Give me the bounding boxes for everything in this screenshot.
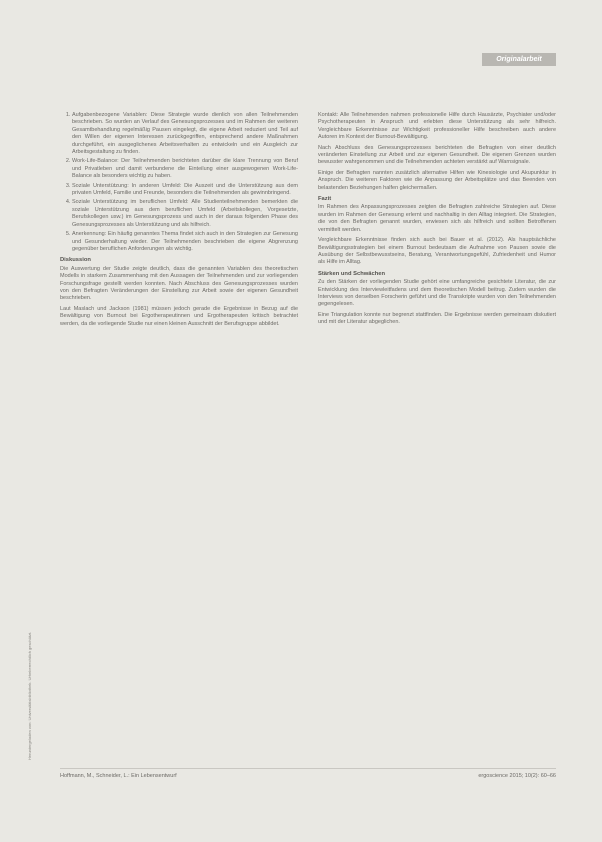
list-item: 2. Work-Life-Balance: Der Teilnehmenden berichteten darüber die klare Trennung von Beruf und Privatleben und damit verbundene die Einteilung einer ausgewogenen Work-Life-Balance als besonders wichtig zu haben.	[72, 158, 298, 180]
paragraph: Nach Abschluss des Genesungsprozesses berichteten die Befragten von einer deutlich veränderten Einstellung zur Arbeit und zur eigenen Gesundheit. Die eigenen Grenzen wurden bewusster wahrgenommen und die Teilnehmenden achteten verstärkt auf Warnsignale.	[318, 144, 556, 166]
paragraph: Die Auswertung der Studie zeigte deutlich, dass die genannten Variablen des theoretischen Modells in starkem Zusammenhang mit den Aussagen der Teilnehmenden und zur vorliegenden Forschungsfrage gestellt werden konnten. Nach Abschluss des Genesungsprozesses wurden von den Befragten Veränderungen der Einstellung zur Arbeit sowie der eigenen Gesundheit beschrieben.	[60, 265, 298, 302]
section-heading-fazit: Fazit	[318, 196, 332, 203]
list-item: 3. Soziale Unterstützung: In anderen Umfeld: Die Auszeit und die Unterstützung aus dem privaten Umfeld, Familie und Freunde, besonders die Teilnehmenden als gewinnbringend.	[72, 183, 298, 198]
paragraph: Im Rahmen des Anpassungsprozesses zeigten die Befragten zahlreiche Strategien auf. Diese wurden im Rahmen der Genesung erlernt und nachhaltig in den Alltag integriert. Die Strategien, die von den Befragten genannt wurden, erwiesen sich als hilfreich und sollten Betroffenen vermittelt werden.	[318, 204, 556, 233]
footer-citation: ergoscience 2015; 10(2): 60–66	[478, 773, 556, 779]
section-heading-discussion: Diskussion	[60, 257, 91, 264]
paragraph: Eine Triangulation konnte nur begrenzt stattfinden. Die Ergebnisse werden gemeinsam diskutiert und mit der Literatur abgeglichen.	[318, 311, 556, 326]
list-item: 4. Soziale Unterstützung im beruflichen Umfeld: Alle Studienteilnehmenden bemerkten die soziale Unterstützung aus dem beruflichen Umfeld (Arbeitskollegen, Vorgesetzte, Berufskollegen usw.) im Genesungsprozess und auch in der daraus folgenden Phase des Genesungsprozesses als Unterstützung und als hilfreich.	[72, 199, 298, 229]
strategy-list	[60, 112, 298, 253]
paragraph: Laut Maslach und Jackson (1981) müssen jedoch gerade die Ergebnisse in Bezug auf die Bewältigung von Burnout bei Ergotherapeutinnen und Ergotherapeuten kritisch betrachtet werden, da die vorliegende Studie nur einen kleinen Ausschnitt der Berufsgruppe abbildet.	[60, 305, 298, 327]
section-heading-limits: Stärken und Schwächen	[318, 270, 386, 277]
download-notice: Heruntergeladen von: Universitätsbibliothek. Urheberrechtlich geschützt.	[27, 631, 32, 760]
footer-authors: Hoffmann, M., Schneider, L.: Ein Lebensentwurf	[60, 773, 177, 779]
list-item: 1. Aufgabenbezogene Variablen: Diese Strategie wurde dienlich von allen Teilnehmenden beschrieben. So wurden an Verlauf des Genesungsprozesses und im Rahmen der weiteren Gesamtbehandlung regelmäßig Pausen eingelegt, die eigene Arbeit reduziert und Teil auf den Willen der eigenen Interessen zurückgegriffen, entsprechend andere Maßnahmen durchgeführt, ein ausgeglichenes Arbeitsverhalten zu entwickeln und ein Ausgleich zur Arbeitsgestaltung zu finden.	[72, 112, 298, 156]
list-item: 5. Anerkennung: Ein häufig genanntes Thema findet sich auch in den Strategien zur Genesung und Gesunderhaltung wieder. Der Teilnehmenden beschrieben die eigene Abgrenzung gegenüber beruflichen Anforderungen als wichtig.	[72, 231, 298, 253]
paragraph: Zu den Stärken der vorliegenden Studie gehört eine umfangreiche gesichtete Literatur, die zur Entwicklung des Interviewleitfadens und dem theoretischen Modell beitrug. Zudem wurden die Interviews von derselben Forscherin geführt und die Transkripte wurden von den Teilnehmenden gegengelesen.	[318, 279, 556, 308]
paragraph: Vergleichbare Erkenntnisse finden sich auch bei Bauer et al. (2012). Als hauptsächliche Bewältigungsstrategien bei einem Burnout bedeutsam die Aufnahme von Pausen sowie die Ausübung der Selbstbewusstseins, Beratung, Verantwortungsgefühl, Zufriedenheit und Humor als Hilfe im Alltag.	[318, 237, 556, 266]
paragraph: Einige der Befragten nannten zusätzlich alternative Hilfen wie Kinesiologie und Akupunktur in Anspruch. Die weiteren Faktoren wie die Anpassung der Arbeitsplätze und das Beenden von belastenden Beziehungen halfen gleichermaßen.	[318, 169, 556, 191]
footer-divider	[60, 768, 556, 769]
section-tab: Originalarbeit	[482, 53, 556, 66]
right-column	[318, 112, 556, 330]
paragraph: Kontakt: Alle Teilnehmenden nahmen professionelle Hilfe durch Hausärzte, Psychiater und/oder Psychotherapeuten in Anspruch und erlebten diese Unterstützung als sehr hilfreich. Vergleichbare Erkenntnisse zur Wichtigkeit professioneller Hilfe beschreiben auch andere Autoren im Kontext der Burnout-Bewältigung.	[318, 112, 556, 141]
left-column	[60, 112, 298, 331]
